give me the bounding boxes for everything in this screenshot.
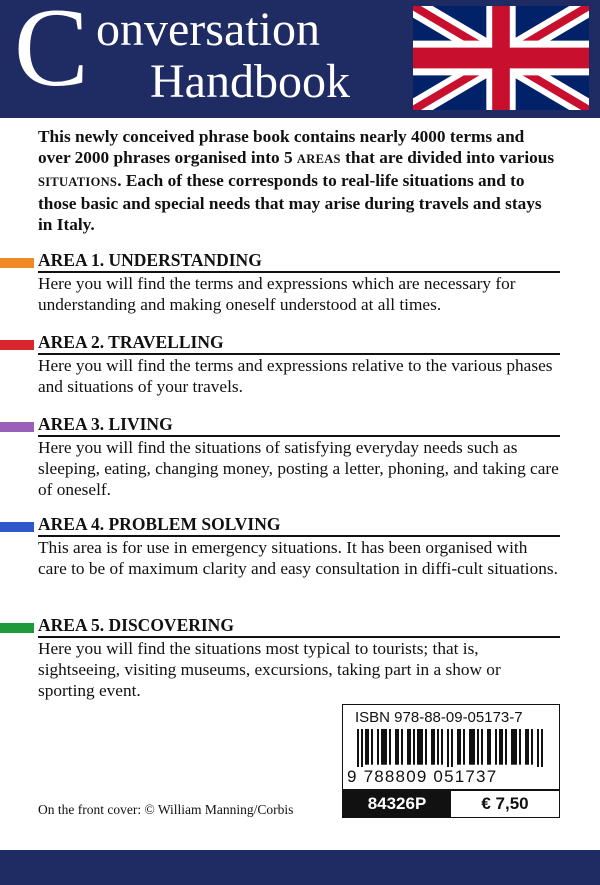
cover-credit: On the front cover: © William Manning/Corbis <box>38 802 294 817</box>
union-jack-flag-icon <box>413 6 589 110</box>
area-2-text: Here you will find the terms and expressions relative to the various phases and situations of your travels. <box>38 356 553 396</box>
intro-situations-word: SITUATIONS <box>38 175 118 189</box>
intro-areas-word: AREAS <box>296 152 341 166</box>
intro-paragraph <box>38 126 560 235</box>
isbn-barcode-box <box>342 704 560 790</box>
area-2-heading: AREA 2. TRAVELLING <box>38 331 560 355</box>
area-2-color-bar <box>0 340 34 350</box>
intro-text-2: that are divided into various <box>340 148 555 167</box>
intro-text-3: . Each of these corresponds to real-life situations and to those basic and special needs that may arise during travels and stays in Italy. <box>38 171 542 234</box>
title-initial: C <box>14 0 89 110</box>
price-label: € 7,50 <box>481 794 529 813</box>
area-5-color-bar <box>0 623 34 633</box>
intro-text-1: This newly conceived phrase book contains nearly 4000 terms and over 2000 phrases organised into 5 <box>38 127 525 167</box>
area-3-text: Here you will find the situations of satisfying everyday needs such as sleeping, eating, changing money, posting a letter, phoning, and taking care of oneself. <box>38 438 559 499</box>
area-4-heading: AREA 4. PROBLEM SOLVING <box>38 513 560 537</box>
isbn-digits: 9 788809 051737 <box>347 767 555 787</box>
footer-band <box>0 850 600 885</box>
product-code: 84326P <box>343 791 451 817</box>
area-3-color-bar <box>0 422 34 432</box>
area-3-heading: AREA 3. LIVING <box>38 413 560 437</box>
title-line-1: onversation <box>96 3 320 56</box>
barcode-icon <box>357 729 547 771</box>
area-5-text: Here you will find the situations most typical to tourists; that is, sightseeing, visiting museums, excursions, taking part in a show or sporting event. <box>38 639 501 700</box>
area-4-color-bar <box>0 522 34 532</box>
area-1-text: Here you will find the terms and expressions which are necessary for understanding and making oneself understood at all times. <box>38 274 516 314</box>
header-banner <box>0 0 600 118</box>
area-4-text: This area is for use in emergency situations. It has been organised with care to be of maximum clarity and easy consultation in diffi-cult situations. <box>38 538 558 578</box>
area-5-heading: AREA 5. DISCOVERING <box>38 614 560 638</box>
area-1-heading: AREA 1. UNDERSTANDING <box>38 249 560 273</box>
price-code-box <box>342 790 560 818</box>
isbn-label: ISBN 978-88-09-05173-7 <box>355 709 523 726</box>
title-line-2: Handbook <box>150 55 350 108</box>
area-1-color-bar <box>0 258 34 268</box>
